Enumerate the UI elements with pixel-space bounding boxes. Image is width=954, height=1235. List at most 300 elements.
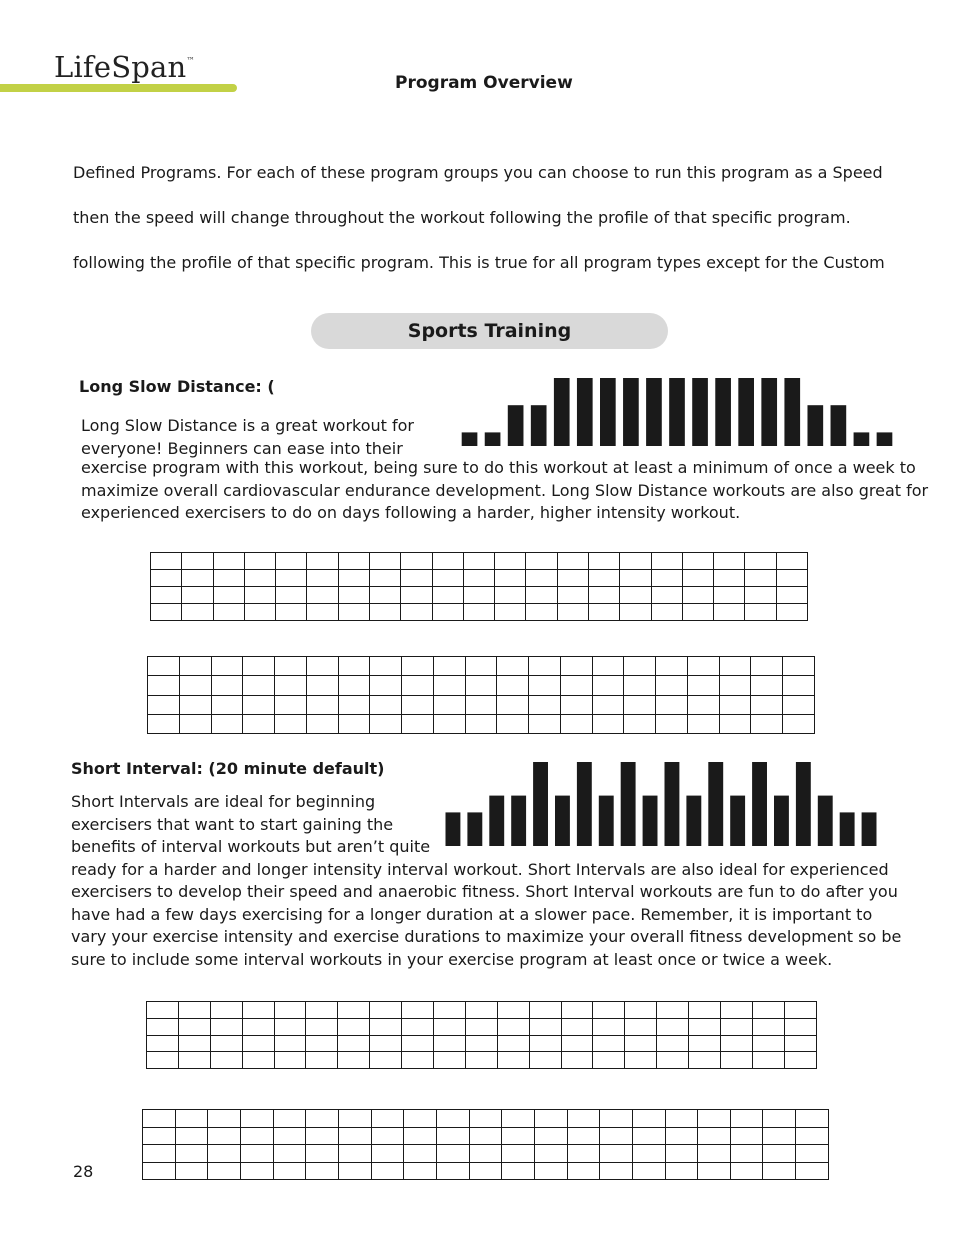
- grid-row: [147, 1052, 817, 1069]
- grid-cell: [721, 1002, 753, 1019]
- grid-cell: [338, 695, 370, 714]
- grid-cell: [338, 1145, 371, 1163]
- lsd-profile-bar-1: [462, 432, 478, 446]
- grid-cell: [432, 570, 463, 587]
- grid-cell: [179, 676, 211, 695]
- grid-cell: [495, 553, 526, 570]
- grid-cell: [370, 1002, 402, 1019]
- si-profile-bar-5: [533, 762, 548, 846]
- grid-cell: [529, 1018, 561, 1035]
- grid-cell: [719, 676, 751, 695]
- si-line-2: exercisers that want to start gaining the: [71, 814, 394, 834]
- grid-cell: [178, 1035, 210, 1052]
- grid-cell: [751, 714, 783, 733]
- grid-cell: [338, 1110, 371, 1128]
- si-profile-bar-17: [796, 762, 811, 846]
- lsd-profile-bar-14: [761, 378, 777, 446]
- grid-cell: [745, 604, 776, 621]
- lsd-title: Long Slow Distance: (: [79, 377, 275, 396]
- grid-cell: [719, 657, 751, 676]
- grid-cell: [178, 1018, 210, 1035]
- si-profile-bar-4: [511, 796, 526, 846]
- grid-cell: [210, 1002, 242, 1019]
- grid-cell: [143, 1127, 176, 1145]
- intro-line-1: Defined Programs. For each of these program groups you can choose to run this program as a Speed: [73, 163, 883, 182]
- grid-cell: [306, 1162, 339, 1180]
- grid-cell: [148, 657, 180, 676]
- grid-cell: [243, 714, 275, 733]
- lsd-profile-bar-9: [646, 378, 662, 446]
- grid-cell: [240, 1127, 273, 1145]
- si-profile-bar-11: [665, 762, 680, 846]
- grid-cell: [567, 1127, 600, 1145]
- grid-cell: [796, 1110, 829, 1128]
- grid-cell: [784, 1052, 816, 1069]
- grid-cell: [657, 1052, 689, 1069]
- grid-cell: [369, 553, 400, 570]
- lsd-line-4: maximize overall cardiovascular endurance development. Long Slow Distance workouts are also great for: [81, 480, 929, 500]
- grid-cell: [147, 1035, 179, 1052]
- grid-cell: [175, 1145, 208, 1163]
- grid-cell: [306, 1127, 339, 1145]
- grid-cell: [401, 553, 432, 570]
- grid-cell: [208, 1162, 241, 1180]
- grid-cell: [175, 1127, 208, 1145]
- grid-cell: [698, 1127, 731, 1145]
- grid-cell: [593, 1002, 625, 1019]
- lsd-profile-bar-4: [531, 405, 547, 446]
- grid-cell: [210, 1052, 242, 1069]
- grid-cell: [730, 1162, 763, 1180]
- section-title: Sports Training: [407, 320, 572, 342]
- si-grid-2: [142, 1109, 829, 1180]
- grid-cell: [432, 604, 463, 621]
- grid-cell: [402, 695, 434, 714]
- grid-cell: [404, 1162, 437, 1180]
- grid-cell: [624, 714, 656, 733]
- grid-cell: [210, 1035, 242, 1052]
- grid-cell: [463, 604, 494, 621]
- grid-cell: [436, 1162, 469, 1180]
- grid-cell: [242, 1018, 274, 1035]
- grid-cell: [651, 570, 682, 587]
- grid-cell: [497, 1035, 529, 1052]
- grid-cell: [151, 587, 182, 604]
- grid-cell: [689, 1018, 721, 1035]
- grid-cell: [370, 657, 402, 676]
- grid-cell: [567, 1145, 600, 1163]
- grid-cell: [306, 676, 338, 695]
- grid-row: [148, 657, 815, 676]
- grid-cell: [148, 695, 180, 714]
- si-line-3: benefits of interval workouts but aren’t quite: [71, 837, 431, 856]
- grid-cell: [687, 657, 719, 676]
- grid-cell: [371, 1127, 404, 1145]
- grid-cell: [497, 1018, 529, 1035]
- grid-cell: [776, 570, 807, 587]
- grid-cell: [796, 1145, 829, 1163]
- lsd-profile-bar-8: [623, 378, 639, 446]
- grid-cell: [600, 1162, 633, 1180]
- grid-cell: [182, 553, 213, 570]
- grid-cell: [730, 1127, 763, 1145]
- grid-cell: [401, 587, 432, 604]
- si-profile-bar-3: [489, 796, 504, 846]
- grid-cell: [526, 570, 557, 587]
- grid-cell: [469, 1127, 502, 1145]
- grid-cell: [463, 587, 494, 604]
- grid-row: [148, 695, 815, 714]
- grid-cell: [402, 1018, 434, 1035]
- grid-cell: [436, 1145, 469, 1163]
- grid-cell: [143, 1162, 176, 1180]
- grid-cell: [465, 1002, 497, 1019]
- grid-cell: [502, 1110, 535, 1128]
- grid-cell: [151, 570, 182, 587]
- grid-cell: [721, 1035, 753, 1052]
- lsd-grid-2: [147, 656, 815, 734]
- grid-cell: [656, 676, 688, 695]
- grid-row: [143, 1162, 829, 1180]
- lsd-profile-bar-7: [600, 378, 616, 446]
- grid-cell: [370, 1035, 402, 1052]
- grid-cell: [276, 570, 307, 587]
- grid-cell: [719, 714, 751, 733]
- grid-cell: [242, 1052, 274, 1069]
- grid-row: [151, 570, 808, 587]
- grid-cell: [529, 714, 561, 733]
- grid-row: [143, 1110, 829, 1128]
- lsd-profile-bar-2: [485, 432, 501, 446]
- grid-cell: [620, 570, 651, 587]
- grid-cell: [404, 1110, 437, 1128]
- si-line-6: have had a few days exercising for a longer duration at a slower pace. Remember, it is important to: [71, 904, 873, 924]
- grid-cell: [529, 1002, 561, 1019]
- grid-cell: [534, 1145, 567, 1163]
- grid-cell: [369, 587, 400, 604]
- si-line-4: ready for a harder and longer intensity interval workout. Short Intervals are also ideal for experienced: [71, 859, 889, 879]
- grid-cell: [784, 1035, 816, 1052]
- grid-cell: [211, 695, 243, 714]
- grid-cell: [497, 714, 529, 733]
- grid-cell: [730, 1110, 763, 1128]
- grid-cell: [465, 1052, 497, 1069]
- grid-cell: [338, 1052, 370, 1069]
- grid-cell: [588, 604, 619, 621]
- grid-cell: [689, 1035, 721, 1052]
- grid-cell: [561, 1052, 593, 1069]
- grid-cell: [557, 587, 588, 604]
- grid-cell: [469, 1145, 502, 1163]
- lsd-description: [81, 415, 414, 460]
- grid-row: [151, 553, 808, 570]
- lsd-grid-1: [150, 552, 808, 621]
- grid-cell: [275, 657, 307, 676]
- grid-cell: [620, 553, 651, 570]
- grid-cell: [244, 570, 275, 587]
- grid-cell: [656, 695, 688, 714]
- grid-cell: [370, 714, 402, 733]
- grid-cell: [208, 1145, 241, 1163]
- grid-cell: [211, 676, 243, 695]
- grid-cell: [592, 714, 624, 733]
- grid-cell: [463, 553, 494, 570]
- grid-cell: [526, 553, 557, 570]
- grid-cell: [763, 1110, 796, 1128]
- grid-cell: [682, 587, 713, 604]
- grid-cell: [306, 1110, 339, 1128]
- grid-cell: [561, 1002, 593, 1019]
- grid-cell: [714, 570, 745, 587]
- grid-row: [148, 714, 815, 733]
- grid-cell: [588, 553, 619, 570]
- grid-cell: [306, 1052, 338, 1069]
- grid-cell: [495, 604, 526, 621]
- grid-cell: [243, 657, 275, 676]
- grid-cell: [273, 1145, 306, 1163]
- grid-cell: [682, 553, 713, 570]
- si-profile-bar-1: [446, 812, 461, 846]
- grid-cell: [147, 1018, 179, 1035]
- header-accent-bar: [0, 84, 237, 92]
- grid-cell: [182, 604, 213, 621]
- lsd-line-5: experienced exercisers to do on days following a harder, higher intensity workout.: [81, 503, 741, 522]
- grid-cell: [338, 604, 369, 621]
- grid-cell: [338, 676, 370, 695]
- grid-cell: [651, 587, 682, 604]
- grid-cell: [433, 676, 465, 695]
- grid-cell: [600, 1145, 633, 1163]
- si-profile-bar-7: [577, 762, 592, 846]
- grid-cell: [275, 676, 307, 695]
- grid-cell: [243, 676, 275, 695]
- grid-cell: [211, 714, 243, 733]
- grid-cell: [657, 1002, 689, 1019]
- si-profile-bar-15: [752, 762, 767, 846]
- grid-cell: [240, 1110, 273, 1128]
- grid-row: [143, 1127, 829, 1145]
- grid-cell: [274, 1035, 306, 1052]
- page-title: Program Overview: [395, 73, 573, 93]
- grid-row: [147, 1018, 817, 1035]
- grid-cell: [307, 553, 338, 570]
- grid-cell: [147, 1052, 179, 1069]
- grid-cell: [665, 1145, 698, 1163]
- grid-cell: [682, 604, 713, 621]
- grid-cell: [751, 657, 783, 676]
- grid-cell: [665, 1127, 698, 1145]
- grid-cell: [714, 587, 745, 604]
- grid-cell: [529, 676, 561, 695]
- grid-cell: [698, 1110, 731, 1128]
- grid-cell: [529, 1035, 561, 1052]
- grid-cell: [529, 1052, 561, 1069]
- grid-cell: [244, 604, 275, 621]
- grid-cell: [275, 714, 307, 733]
- grid-cell: [721, 1018, 753, 1035]
- grid-cell: [306, 657, 338, 676]
- grid-cell: [592, 676, 624, 695]
- grid-cell: [719, 695, 751, 714]
- grid-cell: [434, 1035, 466, 1052]
- lsd-profile-bar-18: [854, 432, 870, 446]
- lsd-profile-bar-15: [784, 378, 800, 446]
- grid-row: [147, 1002, 817, 1019]
- grid-cell: [465, 1018, 497, 1035]
- grid-cell: [714, 604, 745, 621]
- grid-row: [151, 587, 808, 604]
- grid-cell: [273, 1162, 306, 1180]
- grid-cell: [796, 1162, 829, 1180]
- grid-cell: [624, 676, 656, 695]
- brand-name: LifeSpan: [54, 50, 187, 84]
- grid-cell: [534, 1162, 567, 1180]
- grid-cell: [495, 570, 526, 587]
- grid-cell: [656, 657, 688, 676]
- grid-cell: [434, 1052, 466, 1069]
- grid-cell: [625, 1018, 657, 1035]
- grid-cell: [307, 570, 338, 587]
- grid-cell: [600, 1110, 633, 1128]
- grid-cell: [143, 1145, 176, 1163]
- grid-cell: [534, 1110, 567, 1128]
- grid-cell: [242, 1035, 274, 1052]
- grid-cell: [208, 1110, 241, 1128]
- grid-cell: [497, 1002, 529, 1019]
- lsd-profile-bar-19: [877, 432, 893, 446]
- grid-cell: [143, 1110, 176, 1128]
- si-profile-bar-16: [774, 796, 789, 846]
- lsd-line-2: everyone! Beginners can ease into their: [81, 438, 403, 458]
- grid-cell: [625, 1002, 657, 1019]
- trademark-mark: ™: [186, 56, 195, 65]
- grid-cell: [529, 695, 561, 714]
- grid-cell: [148, 714, 180, 733]
- grid-cell: [273, 1127, 306, 1145]
- grid-cell: [752, 1035, 784, 1052]
- grid-cell: [432, 587, 463, 604]
- grid-cell: [526, 587, 557, 604]
- grid-cell: [783, 714, 815, 733]
- grid-cell: [402, 676, 434, 695]
- grid-cell: [687, 676, 719, 695]
- grid-cell: [306, 1018, 338, 1035]
- lsd-profile-bar-11: [692, 378, 708, 446]
- lsd-profile-bar-3: [508, 405, 524, 446]
- grid-cell: [561, 1018, 593, 1035]
- grid-cell: [276, 553, 307, 570]
- page-number: 28: [73, 1162, 94, 1181]
- grid-cell: [751, 676, 783, 695]
- grid-cell: [433, 695, 465, 714]
- lsd-line-3: exercise program with this workout, being sure to do this workout at least a minimum of once a week to: [81, 458, 916, 477]
- grid-cell: [178, 1002, 210, 1019]
- grid-cell: [369, 604, 400, 621]
- lsd-profile-bar-16: [807, 405, 823, 446]
- grid-cell: [213, 587, 244, 604]
- grid-cell: [273, 1110, 306, 1128]
- si-profile-bar-12: [686, 796, 701, 846]
- grid-cell: [763, 1145, 796, 1163]
- grid-cell: [242, 1002, 274, 1019]
- grid-cell: [665, 1110, 698, 1128]
- grid-cell: [502, 1162, 535, 1180]
- grid-cell: [593, 1052, 625, 1069]
- grid-cell: [763, 1127, 796, 1145]
- grid-cell: [175, 1110, 208, 1128]
- grid-cell: [147, 1002, 179, 1019]
- grid-cell: [620, 587, 651, 604]
- grid-cell: [689, 1002, 721, 1019]
- grid-cell: [306, 1002, 338, 1019]
- lsd-description-cont: [81, 457, 928, 525]
- grid-cell: [469, 1162, 502, 1180]
- grid-cell: [178, 1052, 210, 1069]
- grid-cell: [784, 1002, 816, 1019]
- grid-cell: [632, 1162, 665, 1180]
- grid-cell: [567, 1110, 600, 1128]
- grid-cell: [745, 553, 776, 570]
- grid-cell: [632, 1127, 665, 1145]
- grid-cell: [497, 676, 529, 695]
- grid-cell: [369, 570, 400, 587]
- lsd-profile-chart: [458, 378, 896, 446]
- section-header-pill: [311, 313, 668, 349]
- grid-cell: [721, 1052, 753, 1069]
- grid-cell: [665, 1162, 698, 1180]
- grid-cell: [151, 553, 182, 570]
- grid-cell: [656, 714, 688, 733]
- si-grid-1: [146, 1001, 817, 1069]
- grid-cell: [338, 1035, 370, 1052]
- grid-cell: [557, 604, 588, 621]
- grid-cell: [211, 657, 243, 676]
- grid-cell: [338, 1127, 371, 1145]
- grid-cell: [625, 1035, 657, 1052]
- grid-cell: [404, 1145, 437, 1163]
- grid-cell: [796, 1127, 829, 1145]
- brand-logo: [54, 50, 195, 84]
- lsd-profile-bar-12: [715, 378, 731, 446]
- grid-cell: [632, 1110, 665, 1128]
- grid-cell: [534, 1127, 567, 1145]
- si-profile-bar-18: [818, 796, 833, 846]
- grid-cell: [651, 604, 682, 621]
- grid-cell: [560, 714, 592, 733]
- grid-cell: [182, 587, 213, 604]
- grid-cell: [557, 553, 588, 570]
- grid-cell: [175, 1162, 208, 1180]
- lsd-line-1: Long Slow Distance is a great workout for: [81, 416, 414, 435]
- lsd-profile-bar-5: [554, 378, 570, 446]
- grid-cell: [784, 1018, 816, 1035]
- grid-cell: [371, 1145, 404, 1163]
- grid-cell: [306, 1145, 339, 1163]
- grid-cell: [698, 1162, 731, 1180]
- grid-cell: [371, 1110, 404, 1128]
- grid-cell: [687, 695, 719, 714]
- grid-cell: [763, 1162, 796, 1180]
- grid-cell: [338, 1002, 370, 1019]
- grid-cell: [561, 1035, 593, 1052]
- grid-cell: [632, 1145, 665, 1163]
- grid-cell: [434, 1002, 466, 1019]
- grid-cell: [745, 587, 776, 604]
- grid-cell: [434, 1018, 466, 1035]
- si-line-8: sure to include some interval workouts in your exercise program at least once or twice a week.: [71, 949, 833, 969]
- grid-cell: [592, 657, 624, 676]
- grid-cell: [433, 657, 465, 676]
